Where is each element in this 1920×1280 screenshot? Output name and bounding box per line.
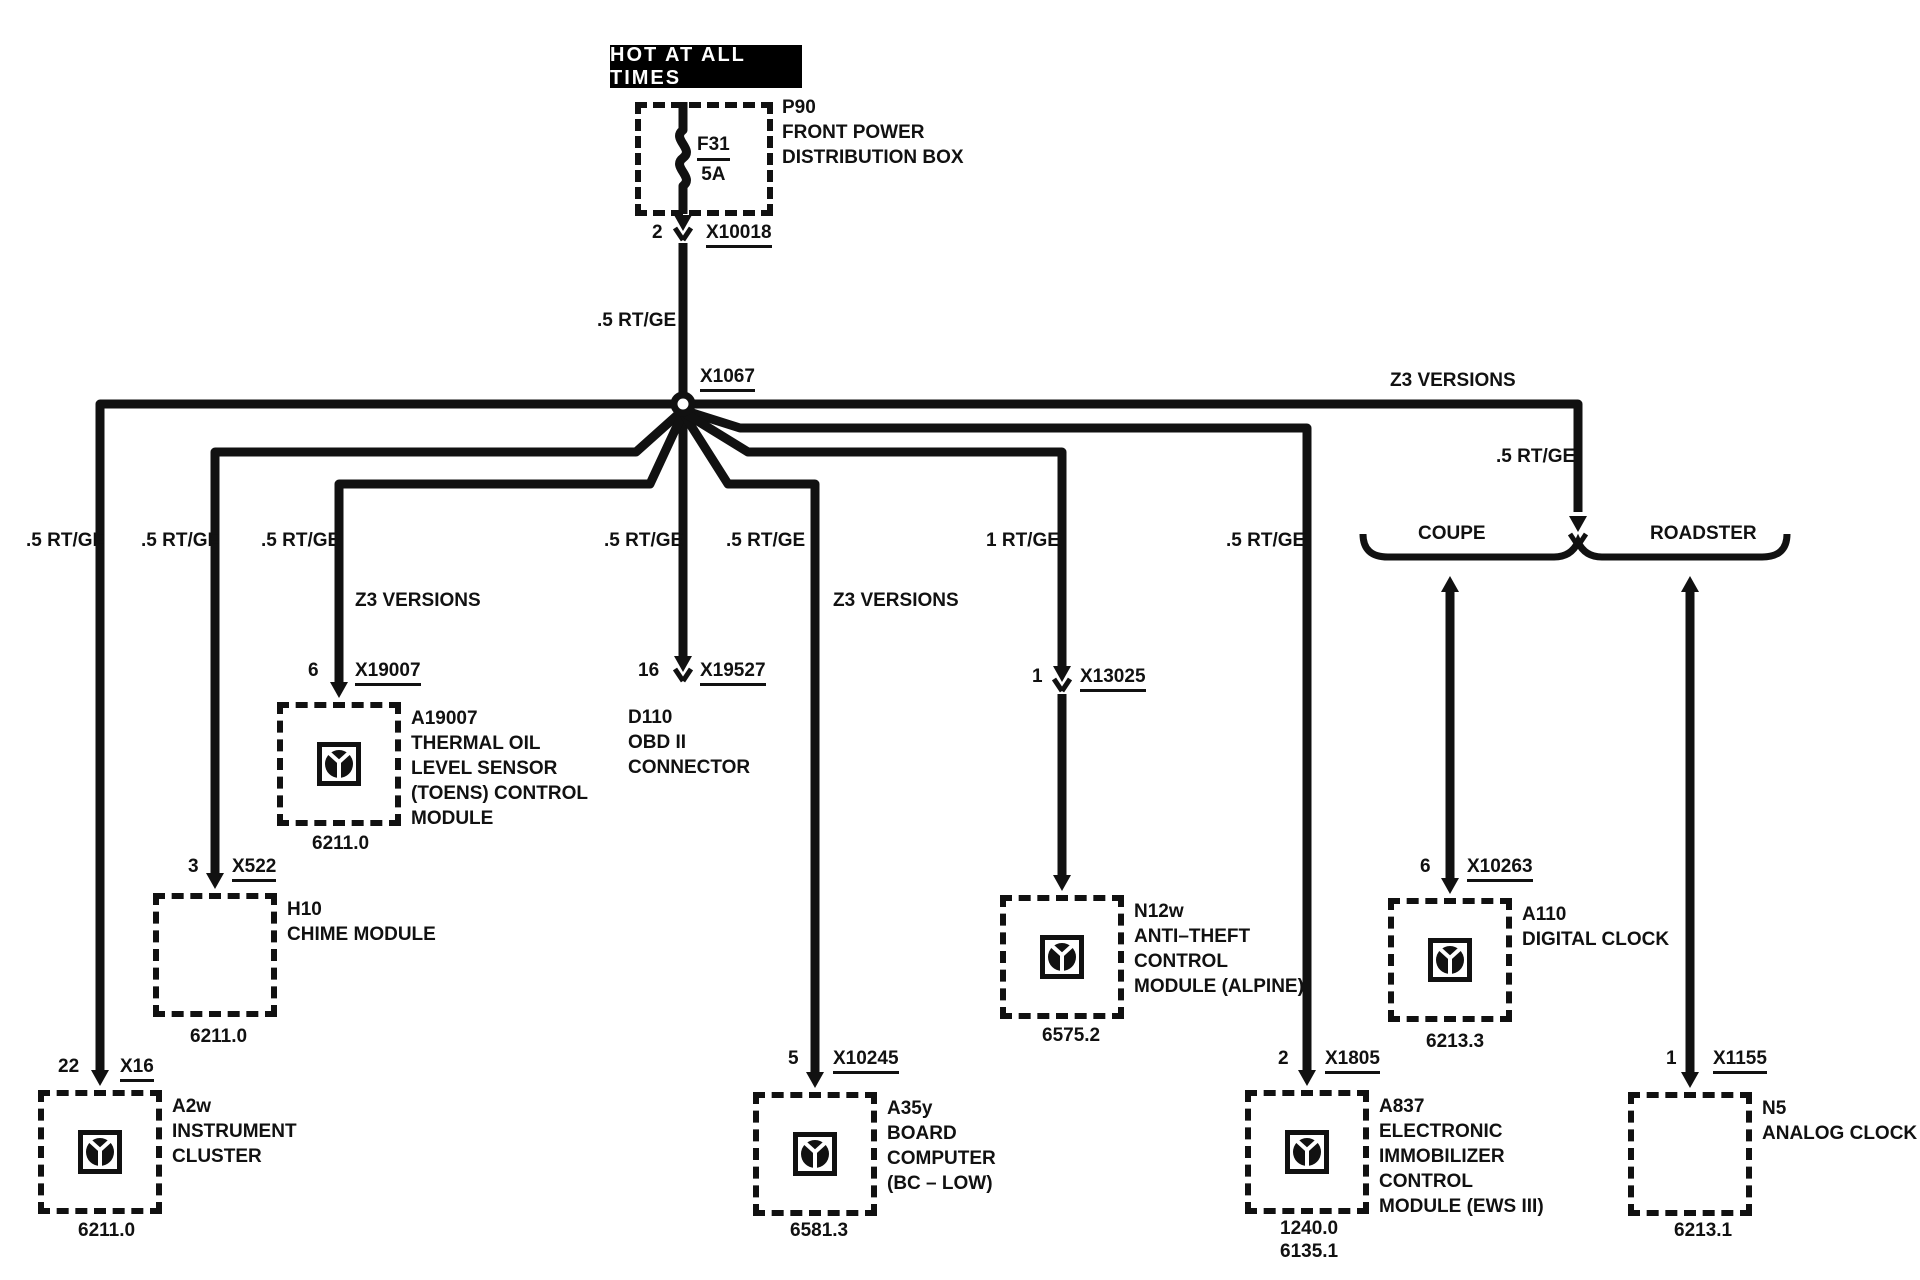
connector-label: X522	[232, 856, 276, 882]
pin-number: 5	[788, 1048, 799, 1069]
splice-x1067-dot	[674, 395, 692, 413]
connector-label: X1155	[1713, 1048, 1767, 1074]
name-line: MODULE (ALPINE)	[1134, 976, 1304, 997]
designator: A2w	[172, 1096, 212, 1117]
control-module-icon	[1039, 934, 1085, 980]
wire-label-chime: .5 RT/GE	[141, 530, 221, 551]
control-module-icon	[1427, 937, 1473, 983]
chime-module-box	[153, 893, 277, 1017]
hot-at-all-times-banner: HOT AT ALL TIMES	[610, 45, 802, 88]
page-ref: 6211.0	[78, 1220, 136, 1241]
pin-number-x10018: 2	[652, 222, 663, 243]
coupe-up-arrow	[1441, 576, 1459, 592]
dist-box-name-line1: FRONT POWER	[782, 122, 925, 143]
page-ref: 6211.0	[190, 1026, 248, 1047]
control-module-icon	[77, 1129, 123, 1175]
page-ref: 6211.0	[312, 833, 370, 854]
connector-arrow-x1805	[1298, 1070, 1316, 1086]
connector-arrow-x19007	[330, 682, 348, 698]
z3-versions-label-right: Z3 VERSIONS	[1390, 370, 1516, 391]
z3-versions-label-board: Z3 VERSIONS	[833, 590, 959, 611]
name-line: CONTROL	[1379, 1171, 1473, 1192]
name-line: ANTI–THEFT	[1134, 926, 1251, 947]
page-ref: 6575.2	[1042, 1025, 1101, 1046]
name-line: COMPUTER	[887, 1148, 996, 1169]
designator: N5	[1762, 1098, 1787, 1119]
wire-label-z3-right: .5 RT/GE	[1496, 446, 1576, 467]
name-line: CONTROL	[1134, 951, 1228, 972]
control-module-icon	[316, 741, 362, 787]
connector-label: X10245	[833, 1048, 899, 1074]
name-line: CHIME MODULE	[287, 924, 436, 945]
name-line: LEVEL SENSOR	[411, 758, 558, 779]
coupe-label: COUPE	[1418, 523, 1486, 544]
board-computer-box	[753, 1092, 877, 1216]
name-line: CLUSTER	[172, 1146, 262, 1167]
control-module-icon	[792, 1131, 838, 1177]
name-line: (BC – LOW)	[887, 1173, 993, 1194]
control-module-icon	[1284, 1129, 1330, 1175]
pin-number: 1	[1032, 666, 1043, 687]
bracket-down-arrow	[1569, 516, 1587, 532]
name-line: (TOENS) CONTROL	[411, 783, 588, 804]
instrument-cluster-box	[38, 1090, 162, 1214]
anti-theft-module-box	[1000, 895, 1124, 1019]
pin-number: 22	[58, 1056, 80, 1077]
name-line: CONNECTOR	[628, 757, 751, 778]
wire-label-immobilizer: .5 RT/GE	[1226, 530, 1306, 551]
connector-arrow-anti-theft-box	[1053, 875, 1071, 891]
fuse-label	[697, 134, 730, 186]
pin-number: 2	[1278, 1048, 1289, 1069]
pin-number: 6	[308, 660, 319, 681]
analog-clock-box	[1628, 1092, 1752, 1216]
name-line: OBD II	[628, 732, 687, 753]
name-line: INSTRUMENT	[172, 1121, 297, 1142]
dist-box-id: P90	[782, 97, 816, 118]
connector-label-x10018: X10018	[706, 222, 772, 248]
pin-number: 3	[188, 856, 199, 877]
pin-number: 16	[638, 660, 660, 681]
main-wire-gauge-label: .5 RT/GE	[597, 310, 677, 331]
wire-label-anti-theft: 1 RT/GE	[986, 530, 1060, 551]
name-line: THERMAL OIL	[411, 733, 541, 754]
dist-box-name-line2: DISTRIBUTION BOX	[782, 147, 964, 168]
name-line: MODULE (EWS III)	[1379, 1196, 1544, 1217]
name-line: ANALOG CLOCK	[1762, 1123, 1918, 1144]
page-ref: 6135.1	[1280, 1241, 1339, 1262]
connector-arrow-x10263	[1441, 878, 1459, 894]
pin-number: 6	[1420, 856, 1431, 877]
name-line: BOARD	[887, 1123, 957, 1144]
name-line: ELECTRONIC	[1379, 1121, 1503, 1142]
wire-label-thermal: .5 RT/GE	[261, 530, 341, 551]
connector-label: X19007	[355, 660, 421, 686]
page-ref: 6213.3	[1426, 1031, 1485, 1052]
wire-label-cluster: .5 RT/GE	[26, 530, 106, 551]
fuse-id: F31	[697, 134, 730, 161]
pin-number: 1	[1666, 1048, 1677, 1069]
connector-label: X13025	[1080, 666, 1146, 692]
connector-arrow-x522	[206, 873, 224, 889]
connector-arrow-x1155	[1681, 1072, 1699, 1088]
splice-label-x1067: X1067	[700, 366, 755, 392]
roadster-up-arrow	[1681, 576, 1699, 592]
z3-versions-label-thermal: Z3 VERSIONS	[355, 590, 481, 611]
connector-label: X16	[120, 1056, 154, 1082]
immobilizer-module-box	[1245, 1090, 1369, 1214]
designator: H10	[287, 899, 322, 920]
connector-label: X19527	[700, 660, 766, 686]
designator: N12w	[1134, 901, 1184, 922]
wire-label-board: .5 RT/GE	[726, 530, 806, 551]
connector-label: X1805	[1325, 1048, 1380, 1074]
page-ref: 6213.1	[1674, 1220, 1733, 1241]
page-ref: 1240.0	[1280, 1218, 1339, 1239]
name-line: MODULE	[411, 808, 494, 829]
wire-label-obd: .5 RT/GE	[604, 530, 684, 551]
connector-arrow-x16	[91, 1070, 109, 1086]
digital-clock-box	[1388, 898, 1512, 1022]
connector-label: X10263	[1467, 856, 1533, 882]
designator: A837	[1379, 1096, 1425, 1117]
designator: A35y	[887, 1098, 933, 1119]
thermal-oil-module-box	[277, 702, 401, 826]
roadster-label: ROADSTER	[1650, 523, 1757, 544]
designator: A19007	[411, 708, 478, 729]
name-line: IMMOBILIZER	[1379, 1146, 1505, 1167]
connector-arrow-x10245	[806, 1072, 824, 1088]
designator: A110	[1522, 904, 1567, 925]
name-line: DIGITAL CLOCK	[1522, 929, 1670, 950]
designator: D110	[628, 707, 673, 728]
page-ref: 6581.3	[790, 1220, 849, 1241]
fuse-rating: 5A	[701, 164, 726, 185]
